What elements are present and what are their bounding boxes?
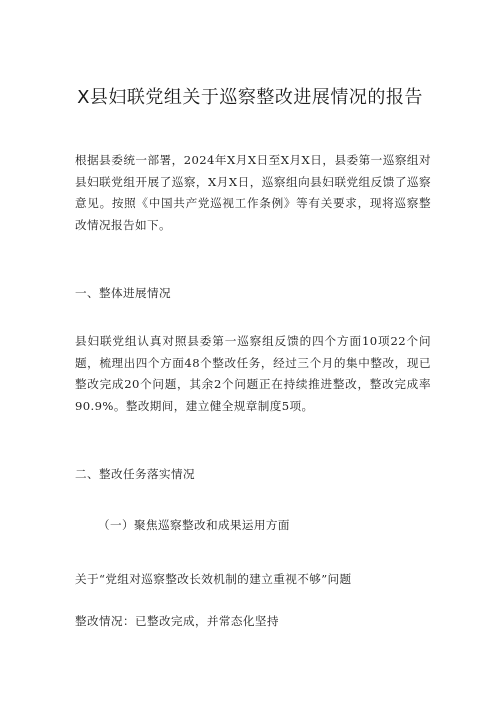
section2-heading: 二、整改任务落实情况 bbox=[75, 467, 195, 481]
issue-line: 关于“党组对巡察整改长效机制的建立重视不够”问题 bbox=[75, 572, 352, 586]
subsection1-heading: （一）聚焦巡察整改和成果运用方面 bbox=[98, 518, 290, 532]
document-title: X县妇联党组关于巡察整改进展情况的报告 bbox=[77, 87, 423, 108]
intro-paragraph: 根据县委统一部署，2024年X月X日至X月X日，县委第一巡察组对县妇联党组开展了巡察，X月X日，巡察组向县妇联党组反馈了巡察意见。按照《中国共产党巡视工作条例》等有关要求，现将巡察整改情况报告如下。 bbox=[75, 153, 431, 232]
section1-paragraph: 县妇联党组认真对照县委第一巡察组反馈的四个方面10项22个问题，梳理出四个方面48个整改任务，经过三个月的集中整改，现已整改完成20个问题，其余2个问题正在持续推进整改，整改完成率90.9%。整改期间，建立健全规章制度5项。 bbox=[75, 334, 431, 413]
section1-heading: 一、整体进展情况 bbox=[75, 286, 171, 300]
status-line: 整改情况：已整改完成，并常态化坚持 bbox=[75, 614, 279, 628]
